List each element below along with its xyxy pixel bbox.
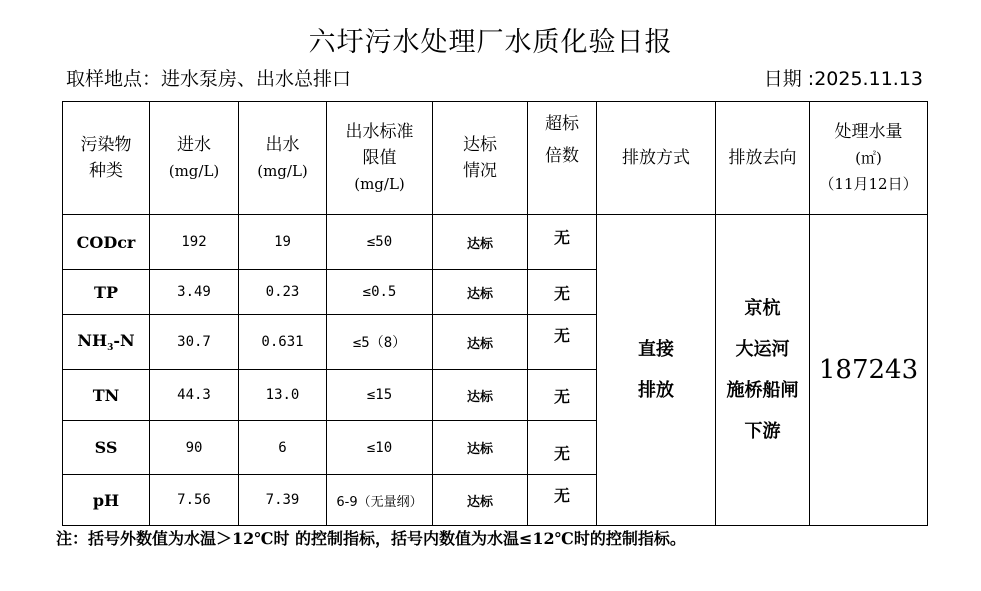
inflow-cell: 44.3 xyxy=(150,370,239,421)
limit-cell: ≤10 xyxy=(327,421,433,475)
header-status-line1: 达标 xyxy=(463,135,497,155)
outflow-cell: 0.23 xyxy=(239,270,327,315)
header-volume-date: （11月12日） xyxy=(819,175,918,193)
header-pollutant xyxy=(63,102,150,215)
water-quality-table xyxy=(62,101,928,526)
pollutant-cell xyxy=(63,315,150,370)
header-outflow-unit: (mg/L) xyxy=(257,162,308,180)
discharge-destination-cell xyxy=(716,215,810,526)
pollutant-nh-main: NH xyxy=(77,330,108,350)
exceed-cell: 无 xyxy=(528,270,597,315)
status-cell: 达标 xyxy=(433,270,528,315)
pollutant-cell: SS xyxy=(63,421,150,475)
header-status-line2: 情况 xyxy=(463,161,497,181)
destination-line1: 京杭 xyxy=(744,298,781,319)
inflow-cell: 7.56 xyxy=(150,475,239,526)
status-cell: 达标 xyxy=(433,215,528,270)
pollutant-cell: TP xyxy=(63,270,150,315)
destination-line4: 下游 xyxy=(744,421,781,442)
table-row xyxy=(63,215,928,270)
status-cell: 达标 xyxy=(433,475,528,526)
header-pollutant-line1: 污染物 xyxy=(80,135,132,155)
header-pollutant-line2: 种类 xyxy=(89,161,123,181)
limit-cell: ≤15 xyxy=(327,370,433,421)
header-limit-line2: 限值 xyxy=(362,148,397,168)
method-line1: 直接 xyxy=(638,339,674,360)
header-limit-line1: 出水标准 xyxy=(345,122,414,142)
header-exceed-line1: 超标 xyxy=(545,114,579,134)
exceed-cell: 无 xyxy=(528,475,597,526)
outflow-cell: 7.39 xyxy=(239,475,327,526)
exceed-cell: 无 xyxy=(528,315,597,370)
limit-cell: 6-9（无量纲） xyxy=(327,475,433,526)
destination-line3: 施桥船闸 xyxy=(726,380,799,401)
header-limit xyxy=(327,102,433,215)
method-line2: 排放 xyxy=(638,380,674,401)
inflow-cell: 30.7 xyxy=(150,315,239,370)
status-cell: 达标 xyxy=(433,421,528,475)
report-title: 六圩污水处理厂水质化验日报 xyxy=(308,27,673,58)
discharge-method-cell xyxy=(597,215,716,526)
pollutant-nh-tail: -N xyxy=(113,330,135,350)
exceed-cell: 无 xyxy=(528,370,597,421)
header-outflow xyxy=(239,102,327,215)
treated-volume-cell: 187243 xyxy=(810,215,928,526)
outflow-cell: 19 xyxy=(239,215,327,270)
header-inflow-line1: 进水 xyxy=(177,135,211,155)
pollutant-cell: pH xyxy=(63,475,150,526)
sampling-location: 取样地点：进水泵房、出水总排口 xyxy=(66,68,352,90)
pollutant-cell: TN xyxy=(63,370,150,421)
limit-cell: ≤5（8） xyxy=(327,315,433,370)
status-cell: 达标 xyxy=(433,370,528,421)
header-row xyxy=(63,102,928,215)
outflow-cell: 0.631 xyxy=(239,315,327,370)
header-volume-line1: 处理水量 xyxy=(834,122,903,142)
exceed-cell: 无 xyxy=(528,421,597,475)
pollutant-cell: CODcr xyxy=(63,215,150,270)
destination-line2: 大运河 xyxy=(735,339,790,360)
outflow-cell: 13.0 xyxy=(239,370,327,421)
pollutant-nh-subscript: 3 xyxy=(107,343,114,354)
inflow-cell: 192 xyxy=(150,215,239,270)
outflow-cell: 6 xyxy=(239,421,327,475)
header-method: 排放方式 xyxy=(597,102,716,215)
report-date: 日期 :2025.11.13 xyxy=(763,68,923,90)
status-cell: 达标 xyxy=(433,315,528,370)
limit-cell: ≤0.5 xyxy=(327,270,433,315)
inflow-cell: 90 xyxy=(150,421,239,475)
footnote: 注：括号外数值为水温＞12℃时 的控制指标，括号内数值为水温≤12℃时的控制指标。 xyxy=(56,529,686,548)
header-volume xyxy=(810,102,928,215)
inflow-cell: 3.49 xyxy=(150,270,239,315)
header-status xyxy=(433,102,528,215)
exceed-cell: 无 xyxy=(528,215,597,270)
header-exceed xyxy=(528,102,597,215)
header-volume-unit: (㎡) xyxy=(855,149,882,167)
header-outflow-line1: 出水 xyxy=(265,135,300,155)
header-exceed-line2: 倍数 xyxy=(545,146,579,166)
header-inflow xyxy=(150,102,239,215)
header-inflow-unit: (mg/L) xyxy=(168,162,220,180)
header-limit-unit: (mg/L) xyxy=(354,175,405,193)
header-destination: 排放去向 xyxy=(716,102,810,215)
limit-cell: ≤50 xyxy=(327,215,433,270)
